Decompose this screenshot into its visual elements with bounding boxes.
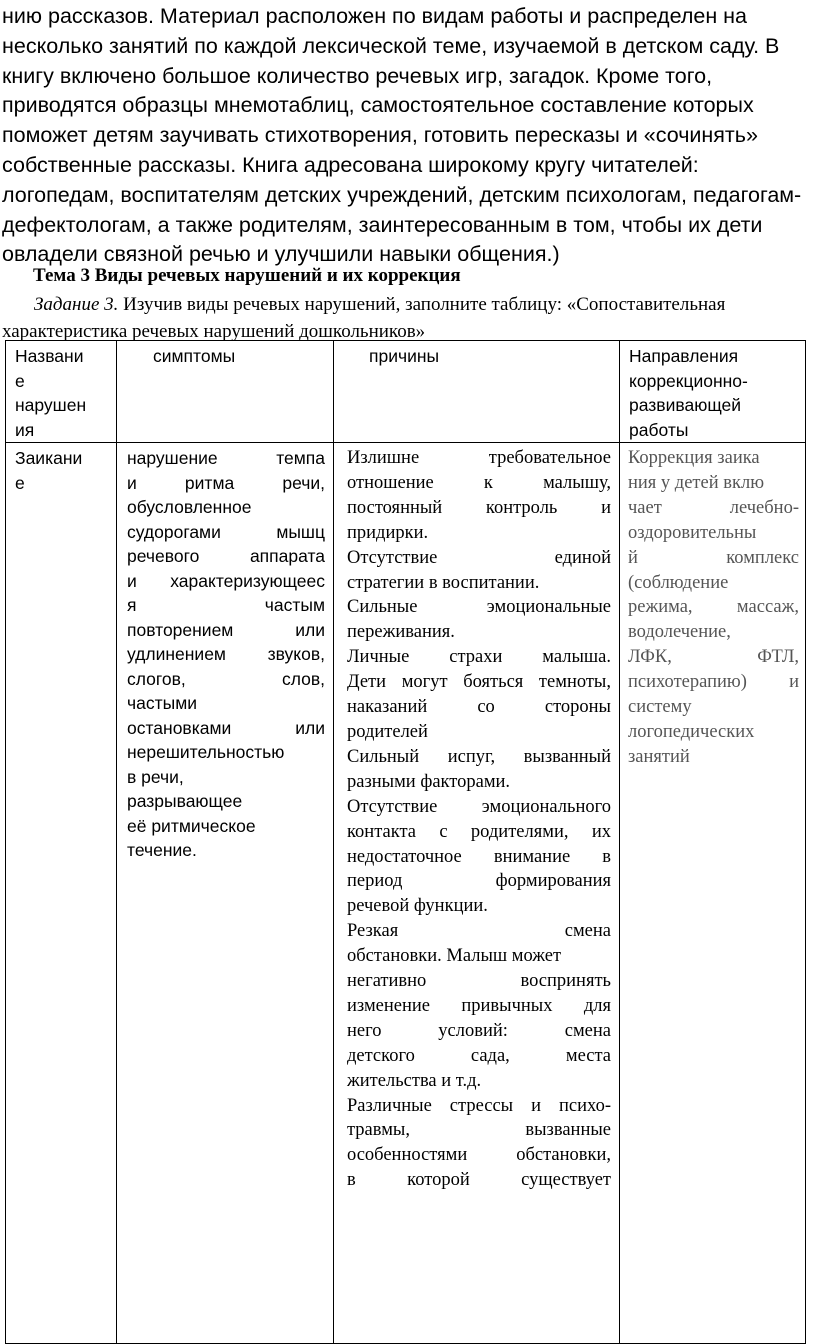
- causes-line: разными факторами.: [347, 771, 511, 792]
- header-causes: причины: [334, 341, 620, 443]
- intro-line: несколько занятий по каждой лексической теме, изучаемой в детском саду. В: [2, 33, 780, 58]
- causes-line: обстановки. Малыш может: [347, 946, 562, 967]
- directions-line: Коррекция заика: [628, 448, 760, 468]
- task-label: Задание 3.: [34, 294, 119, 315]
- causes-line: Излишне требовательное: [347, 448, 611, 468]
- intro-line: поможет детям заучивать стихотворения, готовить пересказы и «сочинять»: [2, 123, 758, 148]
- intro-paragraph: [2, 2, 814, 270]
- table-header-row: [6, 341, 806, 443]
- symptoms-line: слогов, слов,: [127, 668, 325, 689]
- cell-directions: [620, 443, 806, 1344]
- causes-line: Дети могут бояться темноты,: [347, 672, 611, 693]
- task-line-1: [2, 291, 816, 318]
- directions-line: психотерапию) и: [628, 672, 799, 693]
- directions-line: систему: [628, 697, 692, 718]
- symptoms-line: и характеризующеес: [127, 570, 325, 591]
- task-line-2: характеристика речевых нарушений дошкольников»: [2, 321, 426, 342]
- causes-line: родителей: [347, 721, 428, 742]
- causes-line: жительства и т.д.: [347, 1070, 482, 1091]
- causes-line: отношение к малышу,: [347, 472, 611, 493]
- causes-line: него условий: смена: [347, 1020, 611, 1041]
- symptoms-line: обусловленное: [127, 497, 252, 517]
- causes-line: контакта с родителями, их: [347, 821, 611, 842]
- cell-disorder-name: [6, 443, 117, 1344]
- header-disorder-name: [6, 341, 117, 443]
- causes-line: Отсутствие единой: [347, 547, 611, 568]
- causes-line: Резкая смена: [347, 921, 611, 942]
- directions-line: режима, массаж,: [628, 597, 799, 618]
- intro-line: логопедам, воспитателям детских учреждений, детским психологам, педагогам-: [2, 182, 802, 207]
- header-directions-line: работы: [629, 419, 689, 440]
- intro-line: приводятся образцы мнемотаблиц, самостоятельное составление которых: [2, 93, 754, 118]
- directions-line: (соблюдение: [628, 572, 729, 593]
- disorder-name-line: е: [15, 472, 25, 493]
- task-text: Изучив виды речевых нарушений, заполните таблицу: «Сопоставительная: [118, 294, 726, 315]
- causes-line: Отсутствие эмоционального: [347, 796, 611, 817]
- directions-line: водолечение,: [628, 622, 731, 643]
- header-name-line: нарушен: [15, 395, 87, 415]
- symptoms-line: и ритма речи,: [127, 472, 325, 493]
- causes-line: изменение привычных для: [347, 995, 611, 1016]
- symptoms-line: нарушение темпа: [127, 448, 325, 468]
- causes-line: Сильный испуг, вызванный: [347, 746, 611, 767]
- causes-line: особенностями обстановки,: [347, 1145, 611, 1166]
- symptoms-line: судорогами мышц: [127, 521, 325, 542]
- header-directions-line: коррекционно-: [629, 370, 748, 391]
- cell-causes: [334, 443, 620, 1344]
- causes-line: речевой функции.: [347, 896, 488, 917]
- causes-line: постоянный контроль и: [347, 497, 611, 518]
- symptoms-line: остановками или: [127, 717, 325, 738]
- symptoms-line: её ритмическое: [127, 815, 256, 836]
- speech-disorders-table: [5, 340, 806, 1344]
- header-directions-line: развивающей: [629, 395, 742, 415]
- causes-line: переживания.: [347, 622, 455, 643]
- intro-line: книгу включено большое количество речевых игр, загадок. Кроме того,: [2, 63, 713, 88]
- header-directions-line: Направления: [629, 346, 739, 366]
- header-name-line: ия: [15, 419, 35, 440]
- symptoms-line: нерешительностью: [127, 742, 285, 762]
- symptoms-line: повторением или: [127, 619, 325, 640]
- topic-heading: Тема 3 Виды речевых нарушений и их коррекция: [33, 265, 461, 286]
- intro-line: нию рассказов. Материал расположен по видам работы и распределен на: [2, 4, 748, 28]
- causes-line: стратегии в воспитании.: [347, 572, 540, 593]
- directions-line: логопедических: [628, 721, 755, 742]
- table-row: [6, 443, 806, 1344]
- symptoms-line: разрывающее: [127, 791, 243, 811]
- symptoms-line: частыми: [127, 693, 197, 713]
- header-directions: [620, 341, 806, 443]
- causes-line: травмы, вызванные: [347, 1120, 611, 1141]
- intro-line: собственные рассказы. Книга адресована широкому кругу читателей:: [2, 152, 699, 177]
- causes-line: недостаточное внимание в: [347, 846, 611, 867]
- causes-line: детского сада, места: [347, 1045, 611, 1066]
- symptoms-line: я частым: [127, 595, 325, 615]
- directions-line: й комплекс: [628, 547, 799, 568]
- directions-line: ния у детей вклю: [628, 472, 765, 493]
- intro-line: дефектологам, а также родителям, заинтересованным в том, чтобы их дети: [2, 212, 763, 237]
- causes-line: Различные стрессы и психо-: [347, 1095, 611, 1116]
- causes-line: период формирования: [347, 871, 611, 892]
- symptoms-line: в речи,: [127, 766, 184, 787]
- causes-line: придирки.: [347, 522, 429, 543]
- causes-line: Сильные эмоциональные: [347, 597, 611, 618]
- cell-symptoms: [117, 443, 334, 1344]
- intro-line: овладели связной речью и улучшили навыки общения.): [2, 242, 560, 267]
- symptoms-line: удлинением звуков,: [127, 644, 325, 664]
- directions-line: ЛФК, ФТЛ,: [628, 647, 799, 668]
- causes-line: в которой существует: [347, 1170, 611, 1191]
- directions-line: оздоровительны: [628, 522, 757, 543]
- causes-line: негативно воспринять: [347, 971, 611, 992]
- causes-line: Личные страхи малыша.: [347, 647, 611, 668]
- disorder-name-line: Заикани: [15, 448, 83, 468]
- symptoms-line: речевого аппарата: [127, 546, 325, 566]
- directions-line: занятий: [628, 746, 690, 767]
- header-symptoms: симптомы: [117, 341, 334, 443]
- task-paragraph: [2, 291, 816, 345]
- causes-line: наказаний со стороны: [347, 697, 611, 718]
- directions-line: чает лечебно-: [628, 497, 799, 518]
- header-name-line: Названи: [15, 346, 84, 366]
- symptoms-line: течение.: [127, 840, 197, 860]
- header-name-line: е: [15, 370, 25, 391]
